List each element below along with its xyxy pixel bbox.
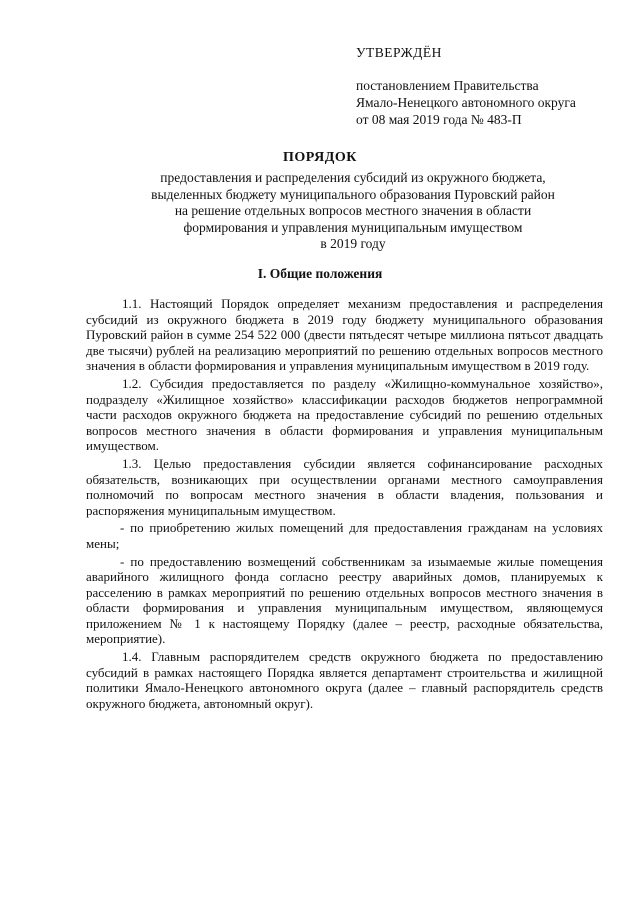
- paragraph-1-1: 1.1. Настоящий Порядок определяет механизм предоставления и распределения субсидий из окружного бюджета в 2019 году бюджету муниципального образования Пуровский район в сумме 254 522 000 (двести пятьдесят четыре миллиона пятьсот двадцать две тысячи) рублей на реализацию мероприятий по решению отдельных вопросов местного значения в области формирования и управления муниципальным имуществом в 2019 году.: [86, 296, 603, 374]
- subtitle-line: на решение отдельных вопросов местного значения в области: [174, 203, 532, 219]
- approval-line: Ямало-Ненецкого автономного округа: [356, 95, 576, 110]
- approval-line: от 08 мая 2019 года № 483-П: [356, 112, 522, 127]
- subtitle-line: предоставления и распределения субсидий из окружного бюджета,: [160, 170, 546, 185]
- section-body: [86, 296, 603, 713]
- subtitle-line: формирования и управления муниципальным имуществом: [183, 219, 523, 235]
- list-item: - по приобретению жилых помещений для предоставления гражданам на условиях мены;: [86, 520, 603, 551]
- document-title: ПОРЯДОК: [283, 150, 357, 165]
- section-heading: I. Общие положения: [257, 266, 383, 281]
- list-item: - по предоставлению возмещений собственникам за изымаемые жилые помещения аварийного жилищного фонда согласно реестру аварийных домов, планируемых к расселению в рамках мероприятий по решению отдельных вопросов местного значения в области формирования и управления муниципальным имуществом, являющемуся приложением № 1 к настоящему Порядку (далее – реестр, расходные обязательства, мероприятие).: [86, 553, 603, 647]
- subtitle-line: выделенных бюджету муниципального образования Пуровский район: [151, 186, 555, 202]
- paragraph-1-4: 1.4. Главным распорядителем средств окружного бюджета по предоставлению субсидий в рамках настоящего Порядка является департамент строительства и жилищной политики Ямало-Ненецкого автономного округа (далее – главный распорядитель средств окружного бюджета, автономный округ).: [86, 649, 603, 711]
- approval-block: [356, 44, 576, 128]
- approval-line: постановлением Правительства: [356, 78, 539, 93]
- approval-title: УТВЕРЖДЁН: [356, 45, 442, 60]
- paragraph-1-2: 1.2. Субсидия предоставляется по разделу «Жилищно-коммунальное хозяйство», подразделу «Жилищное хозяйство» классификации расходов бюджетов непрограммной части расходов окружного бюджета на предоставление субсидий по решению отдельных вопросов местного значения в области формирования и управления муниципальным имуществом.: [86, 375, 603, 454]
- subtitle-line: в 2019 году: [320, 236, 386, 252]
- paragraph-1-3: 1.3. Целью предоставления субсидии является софинансирование расходных обязательств, возникающих при осуществлении органами местного самоуправления полномочий по вопросам местного значения в области владения, пользования и распоряжения муниципальным имуществом.: [86, 455, 603, 518]
- document-subtitle: [80, 170, 626, 253]
